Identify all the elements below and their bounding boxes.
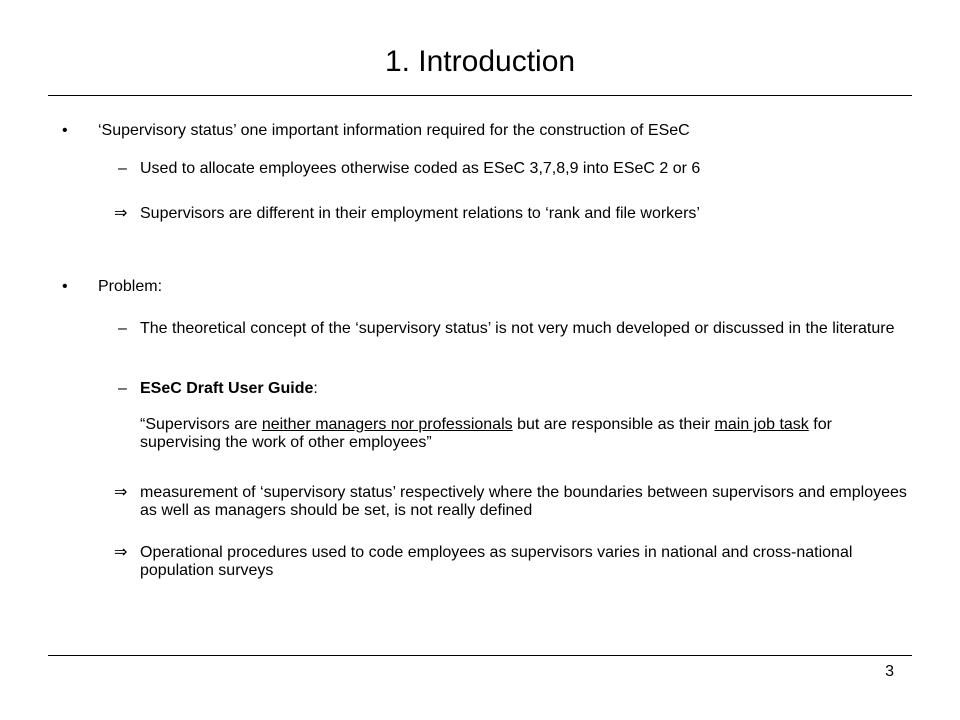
implication-text: measurement of ‘supervisory status’ respectively where the boundaries between supervisors and employees as well as managers should be set, is not really defined	[140, 484, 907, 519]
implication-text: Operational procedures used to code employees as supervisors varies in national and cross-national population surveys	[140, 544, 853, 579]
top-divider	[48, 95, 912, 96]
bullet-text: ‘Supervisory status’ one important information required for the construction of ESeC	[98, 122, 690, 139]
bullet-marker: •	[62, 122, 68, 139]
quote-text: but are responsible as their	[512, 416, 715, 433]
dash-marker: –	[118, 380, 127, 397]
implication-text: Supervisors are different in their employment relations to ‘rank and file workers’	[140, 205, 700, 222]
quote-text: for supervising the work of other employees”	[140, 416, 832, 451]
user-guide-quote	[140, 416, 908, 452]
sub-item-text: The theoretical concept of the ‘supervisory status’ is not very much developed or discussed in the literature	[140, 320, 895, 337]
implies-arrow-icon: ⇒	[114, 544, 128, 561]
user-guide-colon: :	[313, 380, 318, 397]
quote-underline-text: neither managers nor professionals	[261, 416, 513, 433]
user-guide-label: ESeC Draft User Guide	[140, 380, 314, 397]
bottom-divider	[48, 655, 912, 656]
quote-underline-text: main job task	[714, 416, 809, 433]
dash-marker: –	[118, 320, 127, 337]
bullet-marker: •	[62, 278, 68, 295]
quote-text: “Supervisors are	[140, 416, 262, 433]
bullet-text: Problem:	[98, 278, 163, 295]
implies-arrow-icon: ⇒	[114, 205, 128, 222]
user-guide-heading	[140, 380, 908, 398]
dash-marker: –	[118, 160, 127, 177]
sub-item-text: Used to allocate employees otherwise coded as ESeC 3,7,8,9 into ESeC 2 or 6	[140, 160, 701, 177]
slide-title: 1. Introduction	[384, 45, 576, 78]
page-number: 3	[885, 663, 894, 680]
implies-arrow-icon: ⇒	[114, 484, 128, 501]
